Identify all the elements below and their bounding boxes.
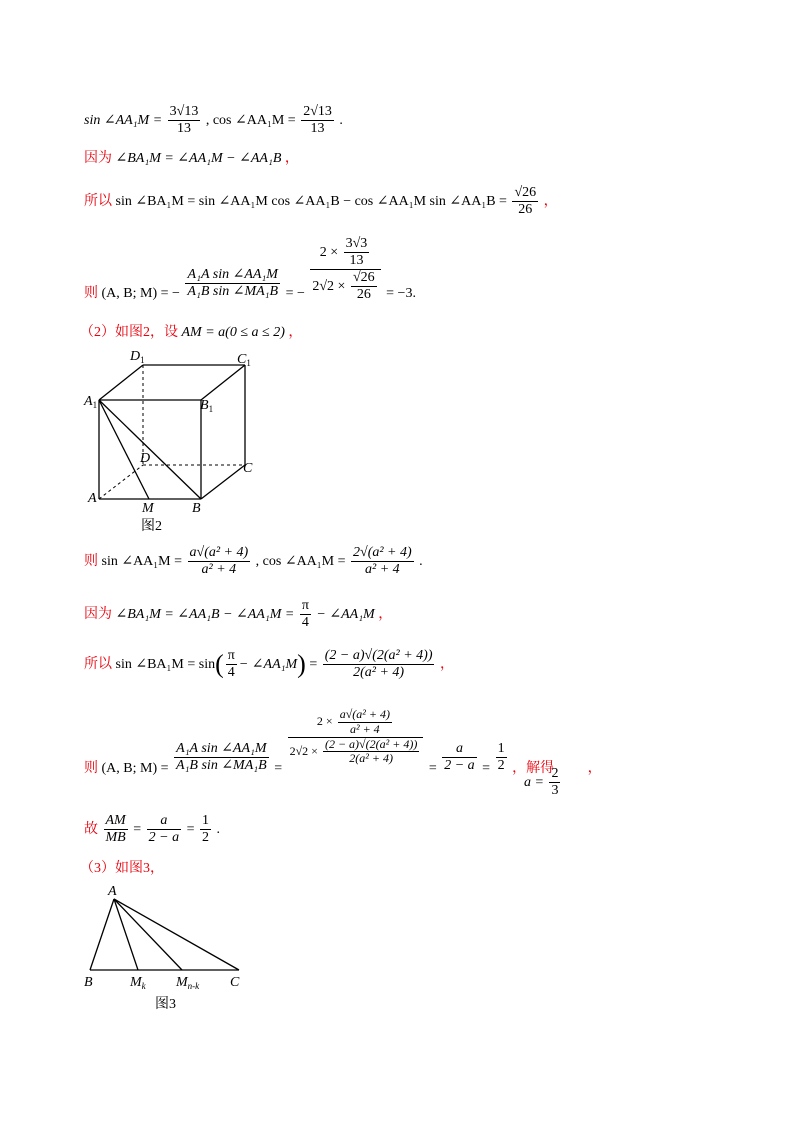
fraction-sin-ba1m-value: $\frac{\text{(2 − a)√(2(a² + 4))}}{\text{2(a² + 4)}}$: [324, 648, 433, 681]
label-c1: $C_1$: [237, 352, 251, 368]
period: .: [339, 112, 343, 128]
label-a1: $A_1$: [84, 394, 98, 410]
figure-2-caption: 图2: [141, 519, 162, 534]
equation-line-2: [84, 152, 299, 166]
label-a: A: [88, 491, 97, 506]
therefore-label: 所以: [84, 193, 112, 209]
label-c: C: [230, 975, 240, 990]
part-2-label: （2）如图2，设: [80, 325, 178, 340]
edge-b-c: [201, 465, 245, 499]
segment-a1-m: [99, 400, 149, 499]
part-3-heading: （3）如图3，: [80, 861, 164, 876]
equation-line-9: 故 $\frac{AM}{MB}$ = $\frac{a}{2 - a}$ = $\frac{1}{2}$ .: [84, 813, 220, 846]
figure-2-cube: [80, 345, 280, 535]
solve-label: ，解得: [512, 761, 555, 777]
comma: ，: [284, 151, 299, 166]
fraction-pi-over-4: $\frac{\pi}{4}$: [301, 598, 309, 631]
equation-line-3: [84, 185, 558, 218]
therefore-label: 所以: [84, 656, 112, 672]
segment-a-b: [90, 899, 114, 970]
sin-subtraction-expr: sin ∠BA₁M = sin ∠AA₁M cos ∠AA₁B − cos ∠AA₁M sin ∠AA₁B =: [115, 193, 507, 209]
segment-a1-b: [99, 400, 201, 499]
then-label: 则: [84, 761, 98, 777]
edge-b1-c1: [201, 365, 245, 400]
fraction-am-over-mb: $\frac{AM}{MB}$: [105, 813, 126, 846]
angle-relation: ∠BA₁M = ∠AA₁M − ∠AA₁B: [115, 151, 282, 166]
equation-line-6: 因为 ∠BA₁M = ∠AA₁B − ∠AA₁M = $\frac{\pi}{4}$ − ∠AA₁M ，: [84, 598, 393, 631]
fraction-one-half: $\frac{1}{2}$: [497, 740, 505, 773]
cross-ratio-lhs: (A, B; M) = −: [101, 285, 180, 301]
fraction-3sqrt13-over-13: $\frac{3√13}{13}$: [169, 104, 199, 137]
hence-label: 故: [84, 821, 98, 837]
comma: ，: [543, 193, 558, 209]
cross-ratio-lhs: (A, B; M) =: [101, 761, 169, 777]
segment-a-c: [114, 899, 239, 970]
fraction-ratio-sines: $\frac{\text{A₁A sin ∠AA₁M}}{\text{A₁B sin ∠MA₁B}}$: [187, 267, 279, 300]
segment-a-mk: [114, 899, 138, 970]
fraction-ratio-sines: $\frac{\text{A₁A sin ∠AA₁M}}{\text{A₁B sin ∠MA₁B}}$: [176, 740, 267, 773]
am-definition: AM = a(0 ≤ a ≤ 2): [181, 325, 285, 340]
label-c: C: [243, 461, 253, 476]
sin-aa1m-lhs: sin ∠AA₁M =: [101, 553, 183, 569]
equation-line-1: [84, 104, 343, 137]
hidden-edge-a-d: [99, 465, 143, 499]
label-mnk: $M_{n-k}$: [176, 975, 200, 991]
fraction-sqrt26-over-26: $\frac{√26}{26}$: [514, 185, 537, 218]
fraction-compound: 2 × $\frac{3√3}{13}$ 2√2 × $\frac{√26}{26}$: [310, 236, 380, 303]
cos-aa1m-lhs: , cos ∠AA₁M =: [255, 553, 346, 569]
figure-3-caption: 图3: [155, 997, 176, 1012]
label-b1: $B_1$: [200, 398, 214, 414]
sin-aa1m-lhs: sin ∠AA₁M =: [84, 112, 163, 128]
fraction-cos-value: $\frac{\text{2√(a² + 4)}}{\text{a² + 4}}$: [353, 545, 412, 578]
angle-relation-2: ∠BA₁M = ∠AA₁B − ∠AA₁M =: [115, 606, 295, 622]
fraction-2sqrt13-over-13: $\frac{2√13}{13}$: [303, 104, 332, 137]
edge-a1-d1: [99, 365, 143, 400]
label-m: M: [142, 501, 154, 516]
then-label: 则: [84, 285, 98, 301]
segment-a-mnk: [114, 899, 182, 970]
fraction-a-over-2-minus-a: $\frac{a}{2 - a}$: [444, 740, 475, 773]
label-b: B: [84, 975, 93, 990]
equation-line-4: 则 (A, B; M) = − $\frac{\text{A₁A sin ∠AA₁M}}{\text{A₁B sin ∠MA₁B}}$ = − 2 × $\frac{3√3}{13}$ 2√2 × $\frac{√26}{26}$ = −3.: [84, 236, 416, 303]
cos-aa1m-lhs: , cos ∠AA₁M =: [205, 112, 296, 128]
fraction-compound: 2 × $\frac{\text{a√(a² + 4)}}{\text{a² + 4}}$ 2√2 × $\frac{\text{(2 − a)√(2(a² + 4))}}{\text{2(a² + 4)}}$: [288, 708, 424, 766]
equation-line-5: 则 sin ∠AA₁M = $\frac{\text{a√(a² + 4)}}{\text{a² + 4}}$ , cos ∠AA₁M = $\frac{\text{2√(a² + 4)}}{\text{a² + 4}}$ .: [84, 545, 423, 578]
label-d: D: [140, 451, 151, 466]
label-b: B: [192, 501, 201, 516]
label-mk: $M_k$: [130, 975, 146, 991]
because-label: 因为: [84, 151, 112, 166]
sin-ba1m-lhs: sin ∠BA₁M = sin: [115, 656, 216, 672]
equals-minus: = −: [285, 285, 305, 301]
solution-a-value: a = $\frac{2}{3}$: [524, 766, 559, 799]
fraction-sin-value: $\frac{\text{a√(a² + 4)}}{\text{a² + 4}}$: [189, 545, 249, 578]
label-d1: $D_1$: [130, 349, 145, 365]
result-minus-3: = −3: [386, 285, 413, 301]
figure-3-triangle: [80, 880, 260, 995]
equation-line-7: 所以 sin ∠BA₁M = sin( $\frac{\pi}{4}$ − ∠AA₁M) = $\frac{\text{(2 − a)√(2(a² + 4))}}{\text{2(a² + 4)}}$ ，: [84, 648, 454, 681]
part-2-heading: （2）如图2，设 AM = a(0 ≤ a ≤ 2) ，: [80, 325, 303, 340]
then-label: 则: [84, 553, 98, 569]
equation-line-8: 则 (A, B; M) = $\frac{\text{A₁A sin ∠AA₁M}}{\text{A₁B sin ∠MA₁B}}$ = 2 × $\frac{\text{a√(a² + 4)}}{\text{a² + 4}}$ 2√2 × $\frac{\text{(2 − a)√(2(a² + 4))}}{\text{2(a² + 4)}}$ = $\frac{a}{2 - a}$ = $\frac{1}{2}$ ，解得 ，: [84, 707, 602, 777]
because-label: 因为: [84, 606, 112, 622]
label-a: A: [108, 884, 117, 899]
